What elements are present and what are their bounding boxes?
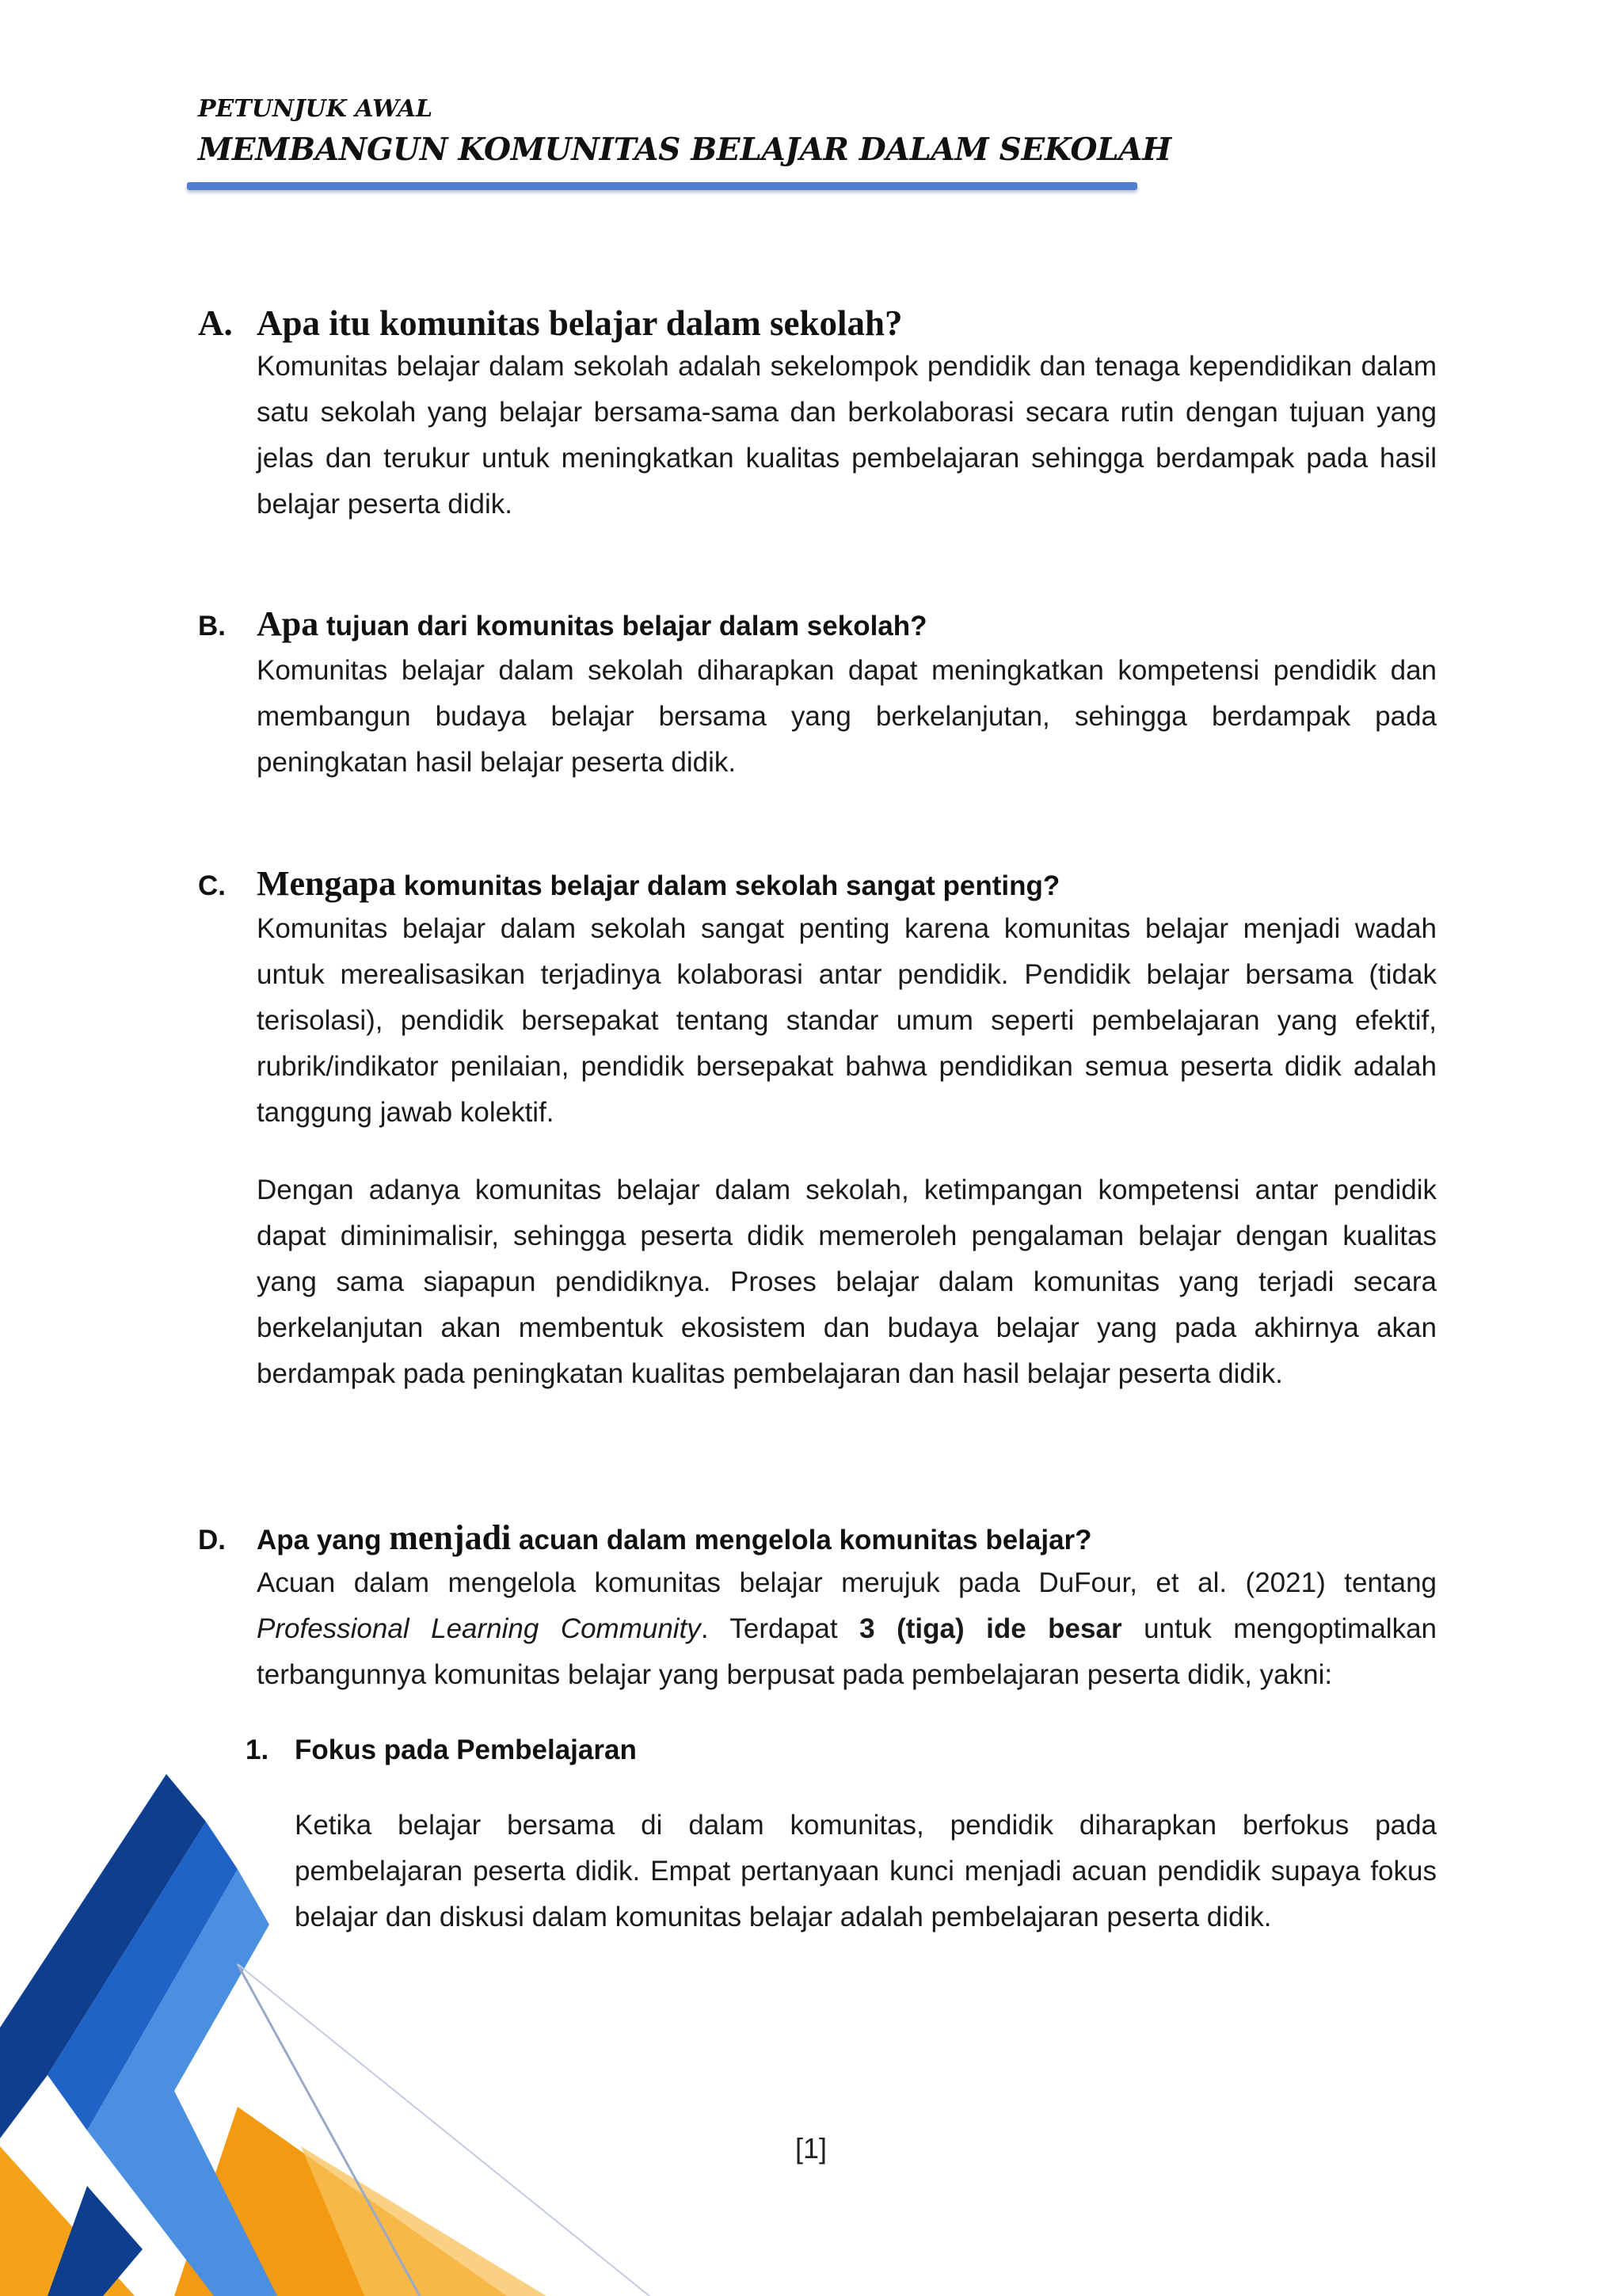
subitem-number: 1. [246, 1734, 269, 1765]
question-emphasis-word: menjadi [389, 1518, 512, 1557]
document-subtitle: PETUNJUK AWAL [198, 95, 433, 123]
section-question: acuan dalam mengelola komunitas belajar? [511, 1525, 1092, 1555]
section-a-paragraph: Komunitas belajar dalam sekolah adalah sekelompok pendidik dan tenaga kependidikan dalam satu sekolah yang belajar bersama-sama dan berkolaborasi secara rutin dengan tujuan yang jelas dan terukur untuk meningkatkan kualitas pembelajaran sehingga berdampak pada hasil belajar peserta didik. [257, 351, 1437, 520]
section-c-heading [198, 863, 1060, 904]
reference-title: Professional Learning Community [257, 1613, 701, 1644]
section-question: tujuan dari komunitas belajar dalam sekolah? [318, 611, 927, 642]
section-b-heading [198, 604, 927, 644]
paragraph-text: untuk mengoptimalkan terbangunnya komunitas belajar yang berpusat pada pembelajaran peserta didik, yakni: [257, 1613, 1437, 1690]
emphasis-text: 3 (tiga) ide besar [859, 1613, 1122, 1644]
document-title: MEMBANGUN KOMUNITAS BELAJAR DALAM SEKOLAH [198, 131, 1171, 168]
page-number: [1] [794, 2132, 828, 2165]
section-c-paragraph-1: Komunitas belajar dalam sekolah sangat penting karena komunitas belajar menjadi wadah untuk merealisasikan terjadinya kolaborasi antar pendidik. Pendidik belajar bersama (tidak terisolasi), pendidik bersepakat tentang standar umum seperti pembelajaran yang efektif, rubrik/indikator penilaian, pendidik bersepakat bahwa pendidikan semua peserta didik adalah tanggung jawab kolektif. [257, 913, 1437, 1128]
section-letter: B. [198, 611, 226, 642]
section-b-paragraph: Komunitas belajar dalam sekolah diharapkan dapat meningkatkan kompetensi pendidik dan membangun budaya belajar bersama yang berkelanjutan, sehingga berdampak pada peningkatan hasil belajar peserta didik. [257, 655, 1437, 778]
section-d-heading [198, 1517, 1092, 1558]
question-first-word: Apa [257, 604, 319, 643]
section-letter: A. [198, 303, 233, 343]
subitem-paragraph: Ketika belajar bersama di dalam komunitas, pendidik diharapkan berfokus pada pembelajaran peserta didik. Empat pertanyaan kunci menjadi acuan pendidik supaya fokus belajar dan diskusi dalam komunitas belajar adalah pembelajaran peserta didik. [295, 1810, 1437, 1932]
section-question: Apa yang [257, 1525, 390, 1555]
subitem-title: Fokus pada Pembelajaran [295, 1734, 637, 1765]
section-question: Apa itu komunitas belajar dalam sekolah? [257, 303, 903, 343]
section-c-paragraph-2: Dengan adanya komunitas belajar dalam sekolah, ketimpangan kompetensi antar pendidik dapat diminimalisir, sehingga peserta didik memeroleh pengalaman belajar dengan kualitas yang sama siapapun pendidiknya. Proses belajar dalam komunitas yang terjadi secara berkelanjutan akan membentuk ekosistem dan budaya belajar yang pada akhirnya akan berdampak pada peningkatan kualitas pembelajaran dan hasil belajar peserta didik. [257, 1175, 1437, 1389]
subitem-heading [246, 1734, 637, 1766]
section-d-paragraph [257, 1560, 1437, 1698]
question-first-word: Mengapa [257, 864, 396, 903]
header-underline [187, 182, 1137, 190]
paragraph-text: Acuan dalam mengelola komunitas belajar merujuk pada DuFour, et al. (2021) tentang [257, 1567, 1437, 1598]
section-letter: D. [198, 1525, 226, 1555]
section-question: komunitas belajar dalam sekolah sangat penting? [396, 870, 1060, 901]
paragraph-text: . Terdapat [700, 1613, 860, 1644]
section-letter: C. [198, 870, 226, 901]
section-a-heading [198, 303, 903, 344]
